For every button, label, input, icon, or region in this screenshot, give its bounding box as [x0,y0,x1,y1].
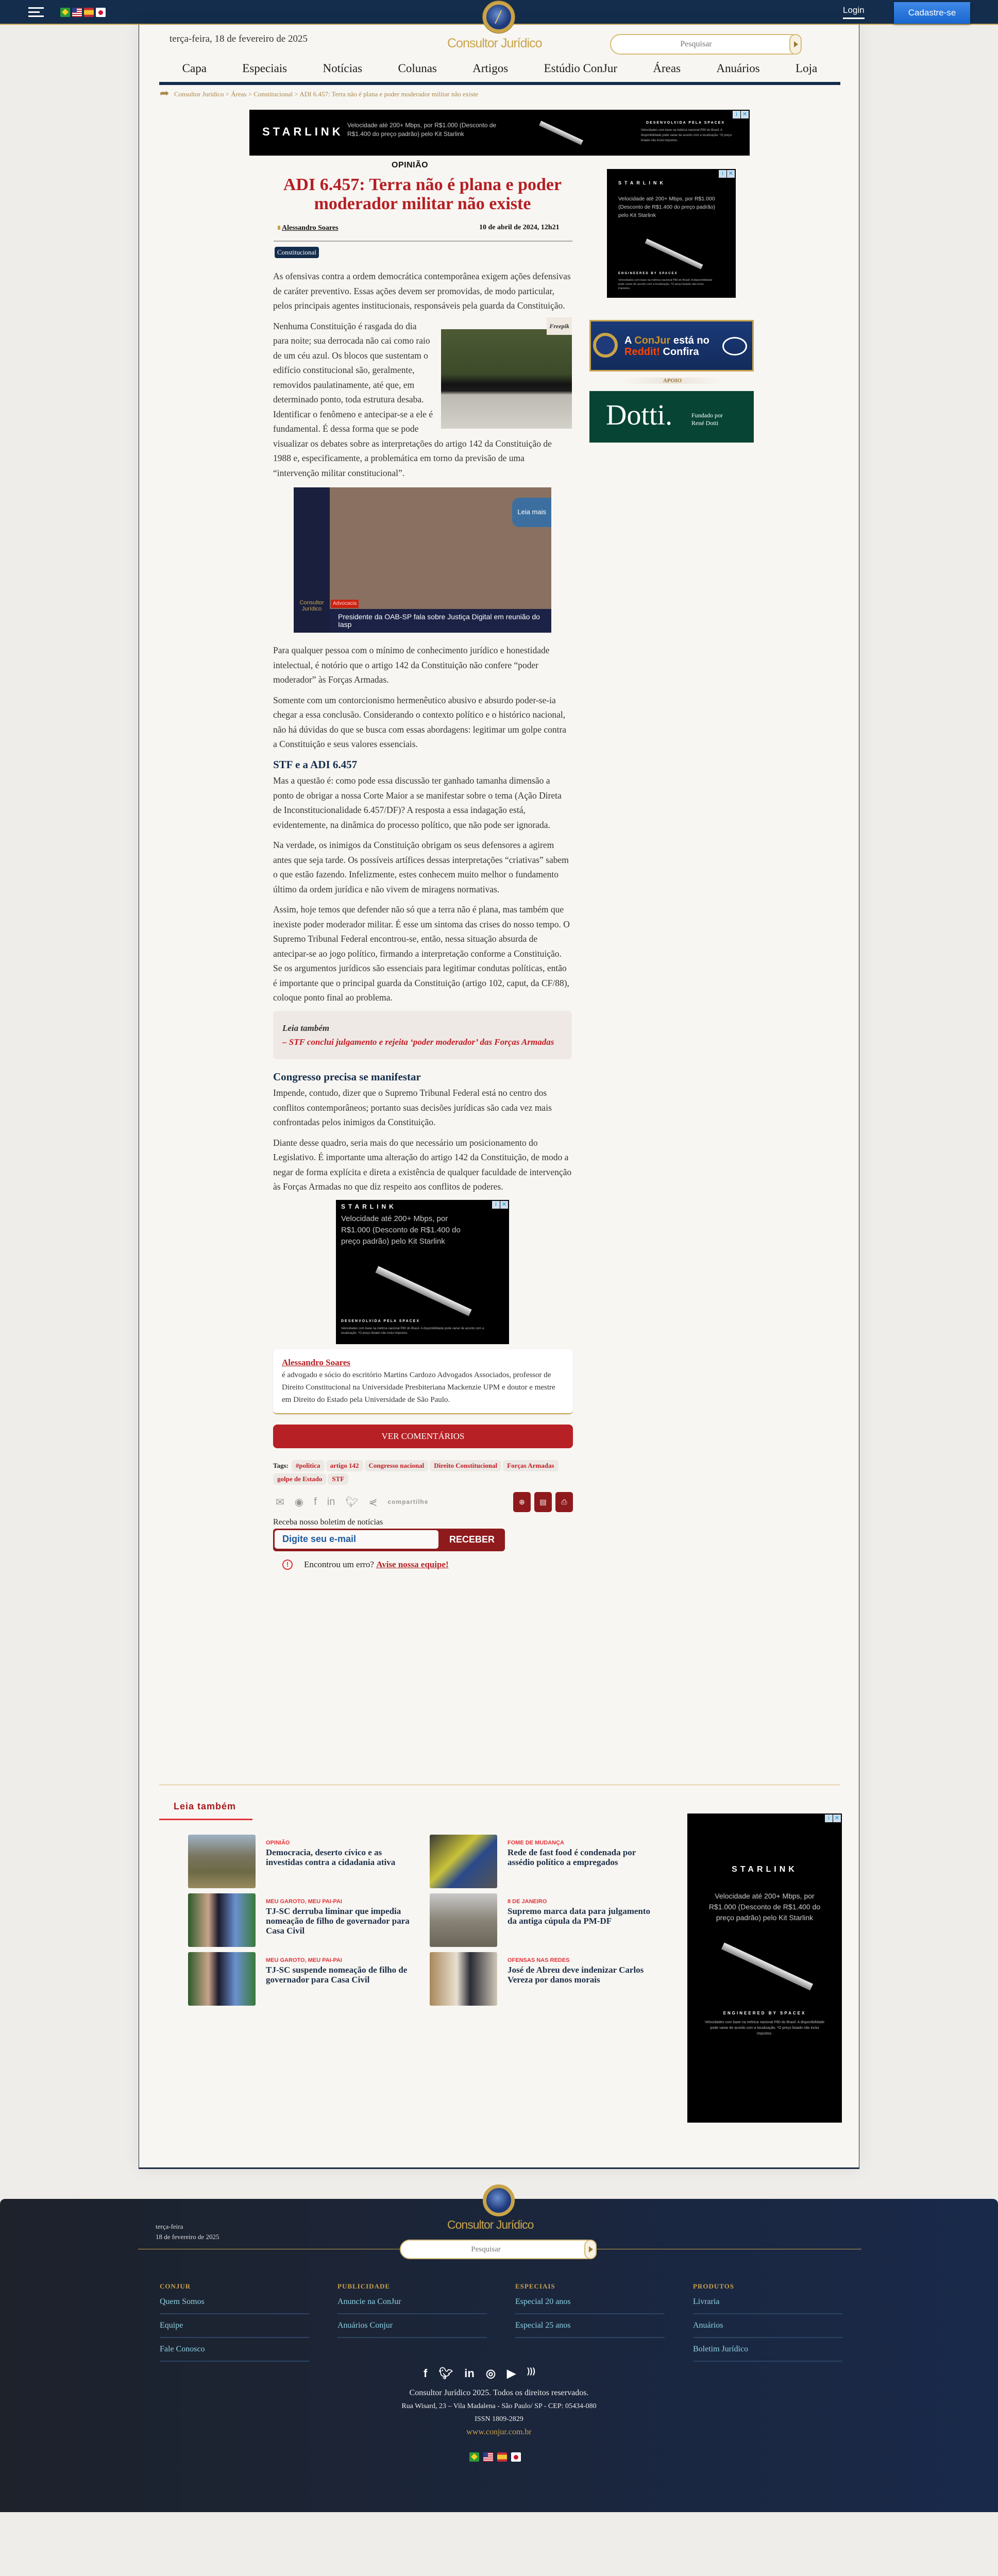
paragraph: Para qualquer pessoa com o mínimo de conhecimento jurídico e honestidade intelectual, é notório que o artigo 142 da Constituição não confere “poder moderador” às Forças Armadas. [273,645,550,685]
related-tag: MEU GAROTO, MEU PAI-PAI [266,1957,342,1963]
hamburger-menu-icon[interactable] [28,7,44,18]
starlink-sidebar-ad[interactable] [607,169,736,298]
report-error [282,1560,573,1570]
dotti-ad[interactable] [589,391,754,443]
read-also-link[interactable]: – STF conclui julgamento e rejeita ‘poder moderador’ das Forças Armadas [282,1037,554,1047]
ad-spacex-tag: DESENVOLVIDA PELA SPACEX [646,121,725,125]
ad-close-icon[interactable]: ✕ [500,1201,508,1209]
ad-fineprint: Velocidades com base na métrica nacional P80 do Brasil. A disponibilidade pode variar de acordo com a localização. *O preço listado não inclui impostos. [641,129,732,142]
video-caption: Presidente da OAB-SP fala sobre Justiça Digital em reunião do Iasp [330,609,551,633]
facebook-share-icon[interactable]: f [314,1496,317,1507]
tag-chip[interactable]: golpe de Estado [273,1473,326,1485]
ad-headline: Velocidade até 200+ Mbps, por R$1.000 (Desconto de R$1.400 do preço padrão) pelo Kit Starlink [341,1214,461,1246]
flag-spain-icon[interactable] [84,8,94,17]
newsletter-email-input[interactable] [275,1530,438,1549]
header-date: terça-feira, 18 de fevereiro de 2025 [170,33,308,44]
video-category-tag: Advocacia [331,600,359,608]
reddit-ad[interactable] [589,320,754,371]
related-tag: OFENSAS NAS REDES [508,1957,570,1963]
flag-japan-icon[interactable] [96,8,106,17]
ad-controls [733,111,749,118]
related-tag: OPINIÃO [266,1840,290,1846]
related-title[interactable]: Rede de fast food é condenada por assédio político a empregados [508,1848,636,1867]
nav-noticias[interactable]: Notícias [323,62,363,75]
ad-headline: Velocidade até 200+ Mbps, por R$1.000 (Desconto de R$1.400 do preço padrão) pelo Kit Starlink [618,196,715,218]
footer-emblem-logo[interactable] [483,2184,515,2216]
apoio-label: APOIO [621,378,724,384]
nav-divider [159,82,840,85]
article-title: ADI 6.457: Terra não é plana e poder moderador militar não existe [283,175,562,213]
brand-logo-text[interactable]: Consultor Jurídico [447,36,542,50]
footer-link[interactable]: Boletim Jurídico [693,2342,842,2362]
footer-col-publicidade [337,2282,487,2366]
ad-fineprint: Velocidades com base na métrica nacional P80 do Brasil. A disponibilidade pode variar de acordo com a localização. *O preço listado não inclui impostos. [341,1327,484,1335]
main-nav [159,62,840,75]
related-title[interactable]: TJ-SC suspende nomeação de filho de governador para Casa Civil [266,1965,408,1985]
nav-areas[interactable]: Áreas [653,62,681,75]
newsletter-label: Receba nosso boletim de notícias [273,1517,383,1527]
bookmark-add-icon[interactable]: ⊕ [513,1492,531,1512]
nav-loja[interactable]: Loja [796,62,818,75]
ad-close-icon[interactable]: ✕ [727,170,735,178]
footer-language-flags [469,2452,521,2462]
related-article[interactable] [430,1893,656,1947]
footer-weekday: terça-feira [156,2223,183,2230]
footer-col-especiais [515,2282,665,2366]
related-article[interactable] [188,1952,415,2006]
related-article[interactable] [430,1952,656,2006]
search-submit-icon[interactable] [789,34,802,55]
nav-anuarios[interactable]: Anuários [716,62,760,75]
ad-dish-image [645,239,703,269]
reddit-ad-reddit: Reddit! [624,346,660,358]
footer-col-title: PRODUTOS [693,2282,734,2290]
newsletter-submit-button[interactable]: RECEBER [439,1529,505,1551]
related-article[interactable] [430,1835,656,1888]
video-read-more-button[interactable]: Leia mais [512,498,551,527]
dotti-logo: Dotti. [606,399,673,431]
article-body [273,269,572,1194]
ad-fineprint: Velocidades com base na métrica nacional P80 do Brasil. A disponibilidade pode variar de acordo com a localização. *O preço listado não inclui impostos. [704,2021,825,2036]
article-actions [513,1492,573,1512]
soldiers-image [441,329,572,429]
instagram-icon[interactable]: ◎ [485,2367,496,2380]
footer-copyright: Consultor Jurídico 2025. Todos os direitos reservados. [409,2388,589,2397]
tag-chip[interactable]: STF [328,1473,348,1485]
related-thumbnail [430,1893,497,1947]
footer-link[interactable]: Especial 20 anos [515,2295,665,2314]
login-link[interactable]: Login [843,5,865,19]
flag-usa-icon[interactable] [72,8,82,17]
footer-link[interactable]: Livraria [693,2295,842,2314]
paragraph: Impende, contudo, dizer que o Supremo Tribunal Federal está no centro dos conflitos contemporâneos; portanto suas decisões jurídicas são cada vez mais confrontadas pelos inimigos da Constituição. [273,1088,552,1127]
starlink-skyscraper-ad[interactable] [687,1814,842,2123]
ad-controls [719,170,735,178]
starlink-banner-ad[interactable] [249,110,750,156]
print-icon[interactable]: ⎙ [555,1492,573,1512]
share-icon[interactable]: ⋞ [368,1496,378,1508]
linkedin-icon[interactable]: in [464,2367,475,2380]
footer-url[interactable]: www.conjur.com.br [466,2428,532,2436]
breadcrumb [160,89,478,100]
nav-colunas[interactable]: Colunas [398,62,437,75]
report-error-link[interactable]: Avise nossa equipe! [376,1559,449,1569]
ad-controls [825,1815,841,1822]
footer-search-submit-icon[interactable] [584,2240,597,2259]
ad-controls [492,1201,508,1209]
ad-brand: STARLINK [618,180,666,185]
reddit-ad-esta: está no [673,335,709,346]
share-arrow-icon: ➦ [160,87,170,99]
breadcrumb-text[interactable]: Consultor Jurídico > Áreas > Constitucional > ADI 6.457: Terra não é plana e poder moderador militar não existe [174,90,479,98]
reddit-ad-conjur: ConJur [634,335,671,346]
reddit-ad-a: A [624,335,632,346]
ad-dish-image [539,121,583,145]
flag-usa-icon[interactable] [483,2452,493,2462]
read-also-underline [159,1819,252,1820]
newsletter-form [273,1529,505,1551]
email-share-icon[interactable]: ✉ [276,1496,284,1508]
flag-spain-icon[interactable] [497,2452,507,2462]
paragraph: Assim, hoje temos que defender não só que a terra não é plana, mas também que inexiste poder moderador militar. É esse um sintoma das crises do nosso tempo. O Supremo Tribunal Federal encontrou-se, então, nessa situação absurda de antecipar-se ao jogo político, firmando a interpretação conforme a Constituição. Se os argumentos jurídicos são essenciais para legitimar condutas políticas, então é importante que o principal guarda da Constituição (artigo 102, caput, da CF/88), coloque ponto final ao problema. [273,904,570,1003]
paragraph: As ofensivas contra a ordem democrática contemporânea exigem ações defensivas de caráter preventivo. Essas ações devem ser promovidas, de modo particular, pelos principais agentes institucionais, responsáveis pela guarda da Constituição. [273,271,571,311]
category-badge[interactable]: Constitucional [275,247,319,258]
related-article[interactable] [188,1835,415,1888]
signup-button[interactable]: Cadastre-se [894,2,970,24]
section-heading: STF e a ADI 6.457 [273,758,358,771]
paragraph: Diante desse quadro, seria mais do que necessário um posicionamento do Legislativo. É importante uma alteração do artigo 142 da Constituição, de modo a negar de forma explícita e direta a existência de qualquer faculdade de intervenção às Forças Armadas no que diz respeito aos conflitos de poderes. [273,1137,572,1192]
ad-spacex-tag: DESENVOLVIDA PELA SPACEX [341,1319,420,1323]
related-thumbnail [430,1952,497,2006]
paragraph: Somente com um contorcionismo hermenêutico abusivo e absurdo poder-se-ia chegar a essa conclusão. Considerando o contexto político e o histórico nacional, não há dúvidas do que se busca com essas abordagens: legitimar um golpe contra a Constituição e seus valores essenciais. [273,694,567,749]
footer-link[interactable]: Anuncie na ConJur [337,2295,487,2314]
tag-chip[interactable]: Forças Armadas [503,1460,558,1471]
tag-chip[interactable]: Congresso nacional [365,1460,429,1471]
reddit-snoo-icon [722,337,747,355]
footer-social [424,2367,535,2380]
dotti-tagline: Fundado por René Dotti [691,412,723,427]
related-title[interactable]: Supremo marca data para julgamento da antiga cúpula da PM-DF [508,1906,651,1926]
share-row [273,1492,573,1512]
read-also-box [273,1011,572,1059]
flag-japan-icon[interactable] [511,2452,521,2462]
conjur-emblem-icon [593,333,618,358]
ad-spacex-tag: ENGINEERED BY SPACEX [618,272,678,275]
footer-link[interactable]: Anuários Conjur [337,2318,487,2338]
article-column [273,269,573,1570]
starlink-inline-ad[interactable] [336,1200,509,1344]
ad-info-icon[interactable]: i [719,170,726,178]
ad-close-icon[interactable]: ✕ [741,111,749,118]
related-tag: 8 DE JANEIRO [508,1899,547,1905]
footer-col-conjur [160,2282,309,2366]
rss-icon[interactable]: ))) [527,2367,535,2376]
ad-info-icon[interactable]: i [825,1815,833,1822]
ad-brand: STARLINK [262,125,344,138]
author-link[interactable]: Alessandro Soares [278,224,339,232]
twitter-share-icon[interactable]: 🐦︎ [345,1496,359,1508]
search-box [610,34,802,55]
language-flags [60,8,106,17]
tags-list [273,1460,577,1485]
footer-col-produtos [693,2282,842,2366]
ad-close-icon[interactable]: ✕ [833,1815,841,1822]
view-comments-button[interactable]: VER COMENTÁRIOS [273,1425,573,1448]
ad-info-icon[interactable]: i [492,1201,500,1209]
related-thumbnail [188,1952,256,2006]
report-error-text: Encontrou um erro? [304,1559,374,1569]
ad-headline: Velocidade até 200+ Mbps, por R$1.000 (Desconto de R$1.400 do preço padrão) pelo Kit Starlink [708,1892,821,1922]
related-tag: FOME DE MUDANÇA [508,1840,564,1846]
publish-date: 10 de abril de 2024, 12h21 [479,224,560,231]
whatsapp-share-icon[interactable]: ◉ [294,1496,304,1508]
related-tag: MEU GAROTO, MEU PAI-PAI [266,1899,342,1905]
conjur-emblem-logo[interactable] [483,1,515,33]
ad-dish-image [375,1266,471,1316]
paragraph: Nenhuma Constituição é rasgada do dia para noite; sua derrocada não cai como raio de um céu azul. Os blocos que sustentam o edifício constitucional são, geralmente, removidos paulatinamente, até que, em determinado ponto, toda estrutura desaba. Identificar o fenômeno e antecipar-se a ele é fundamental. É dessa forma que se pode visualizar os debates sobre as interpretações do artigo 142 da Constituição de 1988 e, especificamente, a problemática em torno da previsão de uma “intervenção militar constitucional”. [273,320,552,478]
footer-col-title: PUBLICIDADE [337,2282,391,2290]
bio-text: é advogado e sócio do escritório Martins Cardozo Advogados Associados, professor de Direito Constitucional na Universidade Presbiteriana Mackenzie UPM e doutor e mestre em Direito do Estado pela Universidade de São Paulo. [282,1370,555,1404]
article-kicker: OPINIÃO [392,161,429,170]
related-title[interactable]: Democracia, deserto cívico e as investidas contra a cidadania ativa [266,1848,396,1867]
tags-label: Tags: [273,1461,289,1469]
twitter-icon[interactable]: 🐦︎ [438,2367,453,2380]
footer-link[interactable]: Fale Conosco [160,2342,309,2362]
nav-capa[interactable]: Capa [182,62,207,75]
share-bar [276,1496,429,1509]
video-logo: Consultor Jurídico [299,600,324,612]
ad-brand: STARLINK [341,1202,397,1210]
tag-chip[interactable]: Direito Constitucional [430,1460,501,1471]
related-thumbnail [430,1835,497,1888]
nav-artigos[interactable]: Artigos [472,62,509,75]
tag-chip[interactable]: artigo 142 [326,1460,363,1471]
read-also-label: Leia também [282,1023,330,1033]
section-heading: Congresso precisa se manifestar [273,1070,421,1083]
related-title[interactable]: TJ-SC derruba liminar que impedia nomeação de filho de governador para Casa Civil [266,1906,410,1936]
footer-date [156,2222,219,2242]
paragraph: Mas a questão é: como pode essa discussão ter ganhado tamanha dimensão a ponto de obrigar a nossa Corte Maior a se manifestar sobre o tema (Ação Direta de Inconstitucionalidade 6.457/DF)? A resposta a essa indagação está, evidentemente, na dinâmica do processo político, que não pode ser ignorada. [273,775,562,830]
nav-estudio-conjur[interactable]: Estúdio ConJur [544,62,618,75]
footer-search-box [400,2240,597,2259]
footer-link[interactable]: Especial 25 anos [515,2318,665,2338]
related-thumbnail [188,1835,256,1888]
related-title[interactable]: José de Abreu deve indenizar Carlos Vereza por danos morais [508,1965,644,1985]
ad-info-icon[interactable]: i [733,111,740,118]
related-thumbnail [188,1893,256,1947]
ad-spacex-tag: ENGINEERED BY SPACEX [723,2011,806,2015]
search-input[interactable] [616,35,776,54]
article-photo [441,322,572,429]
video-player[interactable] [294,487,551,633]
ad-headline: Velocidade até 200+ Mbps, por R$1.000 (Desconto de R$1.400 do preço padrão) pelo Kit Starlink [347,122,497,138]
flag-brazil-icon[interactable] [469,2452,479,2462]
footer-link[interactable]: Quem Somos [160,2295,309,2314]
footer-col-title: CONJUR [160,2282,191,2290]
footer-link[interactable]: Anuários [693,2318,842,2338]
footer-columns [160,2282,842,2366]
reddit-ad-confira: Confira [663,346,699,358]
paragraph: Na verdade, os inimigos da Constituição obrigam os seus defensores a agirem antes que seja tarde. Os possíveis artífices dessas interpretações “criativas” sabem o que estão fazendo. Infelizmente, estes conhecem muito melhor o fundamento último da ordem jurídica e não vivem de miragens normativas. [273,840,569,894]
facebook-icon[interactable]: f [424,2367,428,2380]
author-bio [273,1349,573,1414]
read-also-heading: Leia também [174,1801,236,1811]
meta-divider [274,241,572,242]
ad-fineprint: Velocidades com base na métrica nacional P80 do Brasil. A disponibilidade pode variar de acordo com a localização. *O preço listado não inclui impostos. [618,279,713,290]
share-label: compartilhe [387,1498,429,1505]
photo-credit: Freepik [547,317,572,335]
footer-address: Rua Wisard, 23 – Vila Madalena - São Paulo/ SP - CEP: 05434-080 [401,2402,597,2410]
footer-search-input[interactable] [401,2241,571,2258]
flag-brazil-icon[interactable] [60,8,70,17]
nav-especiais[interactable]: Especiais [242,62,287,75]
youtube-icon[interactable]: ▶ [507,2367,516,2380]
bio-author-link[interactable]: Alessandro Soares [282,1357,351,1367]
linkedin-share-icon[interactable]: in [327,1496,335,1507]
footer-issn: ISSN 1809-2829 [475,2415,523,2423]
footer-col-title: ESPECIAIS [515,2282,555,2290]
ad-brand: STARLINK [732,1865,798,1874]
pdf-icon[interactable]: ▤ [534,1492,552,1512]
footer-brand[interactable]: Consultor Jurídico [447,2218,534,2231]
footer-link[interactable]: Equipe [160,2318,309,2338]
related-article[interactable] [188,1893,415,1947]
tag-chip[interactable]: #politica [292,1460,325,1471]
ad-dish-image [721,1943,813,1991]
alert-icon: ! [282,1560,293,1570]
footer-date-text: 18 de fevereiro de 2025 [156,2233,219,2241]
